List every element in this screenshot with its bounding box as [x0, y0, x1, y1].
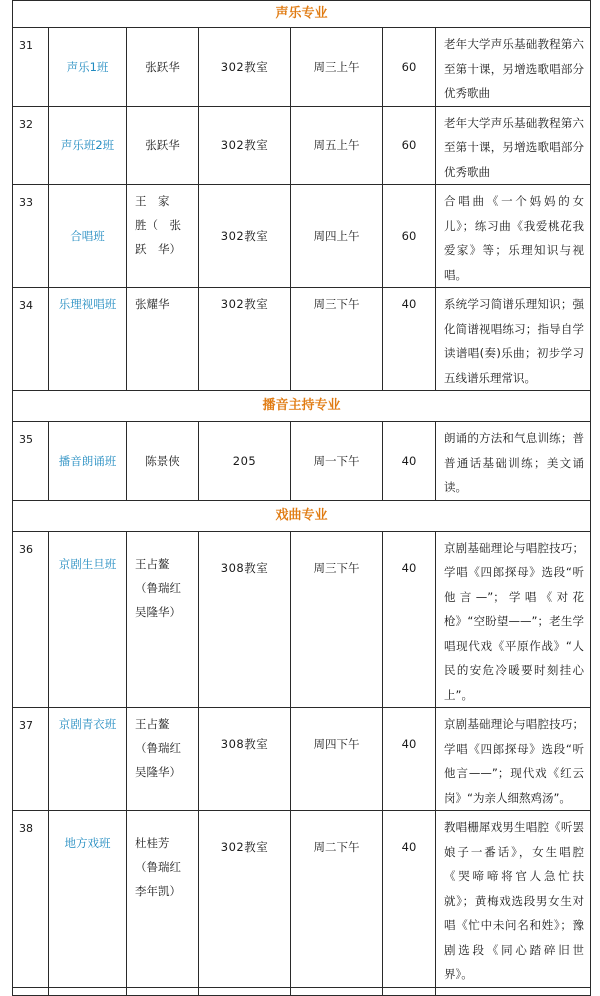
class-name: 播音朗诵班	[49, 422, 127, 501]
class-name: 京剧青衣班	[49, 708, 127, 811]
section-title: 声乐专业	[13, 1, 591, 28]
empty-cell	[436, 987, 591, 995]
class-name: 京剧生旦班	[49, 531, 127, 708]
student-count: 40	[383, 531, 436, 708]
room: 302教室	[199, 288, 291, 391]
class-name: 地方戏班	[49, 811, 127, 988]
course-content: 教唱栅犀戏男生唱腔《听罢娘子一番话》，女生唱腔《哭啼啼将官人急忙扶就》；黄梅戏选段男女生对唱《忙中未问名和姓》；豫剧选段《同心踏碎旧世界》。	[436, 811, 591, 988]
table-row	[13, 288, 591, 391]
student-count: 40	[383, 811, 436, 988]
row-number: 38	[13, 811, 49, 988]
course-content: 京剧基础理论与唱腔技巧；学唱《四郎探母》选段“听他言——”；现代戏《红云岗》“为亲人细熬鸡汤”。	[436, 708, 591, 811]
student-count: 60	[383, 28, 436, 107]
course-table-body	[13, 1, 591, 996]
teacher-name: 张跃华	[127, 28, 199, 107]
empty-cell	[199, 987, 291, 995]
room: 205	[199, 422, 291, 501]
table-row	[13, 185, 591, 288]
class-time: 周五上午	[291, 106, 383, 185]
table-row	[13, 811, 591, 988]
empty-cell	[291, 987, 383, 995]
section-title: 戏曲专业	[13, 500, 591, 531]
course-content: 系统学习简谱乐理知识；强化简谱视唱练习；指导自学读谱唱(奏)乐曲；初步学习五线谱乐理常识。	[436, 288, 591, 391]
course-table	[12, 0, 591, 996]
row-number: 33	[13, 185, 49, 288]
row-number: 32	[13, 106, 49, 185]
course-content: 老年大学声乐基础教程第六至第十课，另增选歌唱部分优秀歌曲	[436, 28, 591, 107]
class-name: 声乐1班	[49, 28, 127, 107]
teacher-name: 杜桂芳（鲁瑞红 李年凯）	[127, 811, 199, 988]
student-count: 60	[383, 106, 436, 185]
section-header-row	[13, 391, 591, 422]
table-row	[13, 708, 591, 811]
empty-cell	[383, 987, 436, 995]
empty-cell	[13, 987, 49, 995]
course-schedule-sheet	[12, 0, 590, 981]
class-name: 合唱班	[49, 185, 127, 288]
student-count: 40	[383, 422, 436, 501]
teacher-name: 王占鳌（鲁瑞红 吴隆华）	[127, 708, 199, 811]
room: 308教室	[199, 708, 291, 811]
course-content: 老年大学声乐基础教程第六至第十课，另增选歌唱部分优秀歌曲	[436, 106, 591, 185]
room: 302教室	[199, 28, 291, 107]
teacher-name: 王占鳌（鲁瑞红 吴隆华）	[127, 531, 199, 708]
room: 302教室	[199, 106, 291, 185]
room: 302教室	[199, 811, 291, 988]
section-header-row	[13, 1, 591, 28]
section-title: 播音主持专业	[13, 391, 591, 422]
table-row	[13, 422, 591, 501]
class-time: 周三下午	[291, 288, 383, 391]
student-count: 40	[383, 708, 436, 811]
table-row	[13, 28, 591, 107]
room: 308教室	[199, 531, 291, 708]
row-number: 34	[13, 288, 49, 391]
section-header-row	[13, 500, 591, 531]
empty-cell	[127, 987, 199, 995]
table-row	[13, 106, 591, 185]
teacher-name: 王 家 胜（ 张 跃 华）	[127, 185, 199, 288]
teacher-name: 陈景俠	[127, 422, 199, 501]
course-content: 京剧基础理论与唱腔技巧；学唱《四郎探母》选段“听他言—”；学唱《对花枪》“空盼望——”；老生学唱现代戏《平原作战》“人民的安危冷暖要时刻挂心上”。	[436, 531, 591, 708]
teacher-name: 张跃华	[127, 106, 199, 185]
row-number: 36	[13, 531, 49, 708]
empty-cell	[49, 987, 127, 995]
class-time: 周三下午	[291, 531, 383, 708]
room: 302教室	[199, 185, 291, 288]
class-time: 周三上午	[291, 28, 383, 107]
table-row-continuation	[13, 987, 591, 995]
teacher-name: 张耀华	[127, 288, 199, 391]
course-content: 朗诵的方法和气息训练；普普通话基础训练；美文诵读。	[436, 422, 591, 501]
table-row	[13, 531, 591, 708]
class-time: 周一下午	[291, 422, 383, 501]
class-name: 乐理视唱班	[49, 288, 127, 391]
class-time: 周四下午	[291, 708, 383, 811]
class-time: 周四上午	[291, 185, 383, 288]
student-count: 40	[383, 288, 436, 391]
course-content: 合唱曲《一个妈妈的女儿》；练习曲《我爱桃花我爱家》等；乐理知识与视唱。	[436, 185, 591, 288]
student-count: 60	[383, 185, 436, 288]
row-number: 31	[13, 28, 49, 107]
class-time: 周二下午	[291, 811, 383, 988]
row-number: 35	[13, 422, 49, 501]
row-number: 37	[13, 708, 49, 811]
class-name: 声乐班2班	[49, 106, 127, 185]
